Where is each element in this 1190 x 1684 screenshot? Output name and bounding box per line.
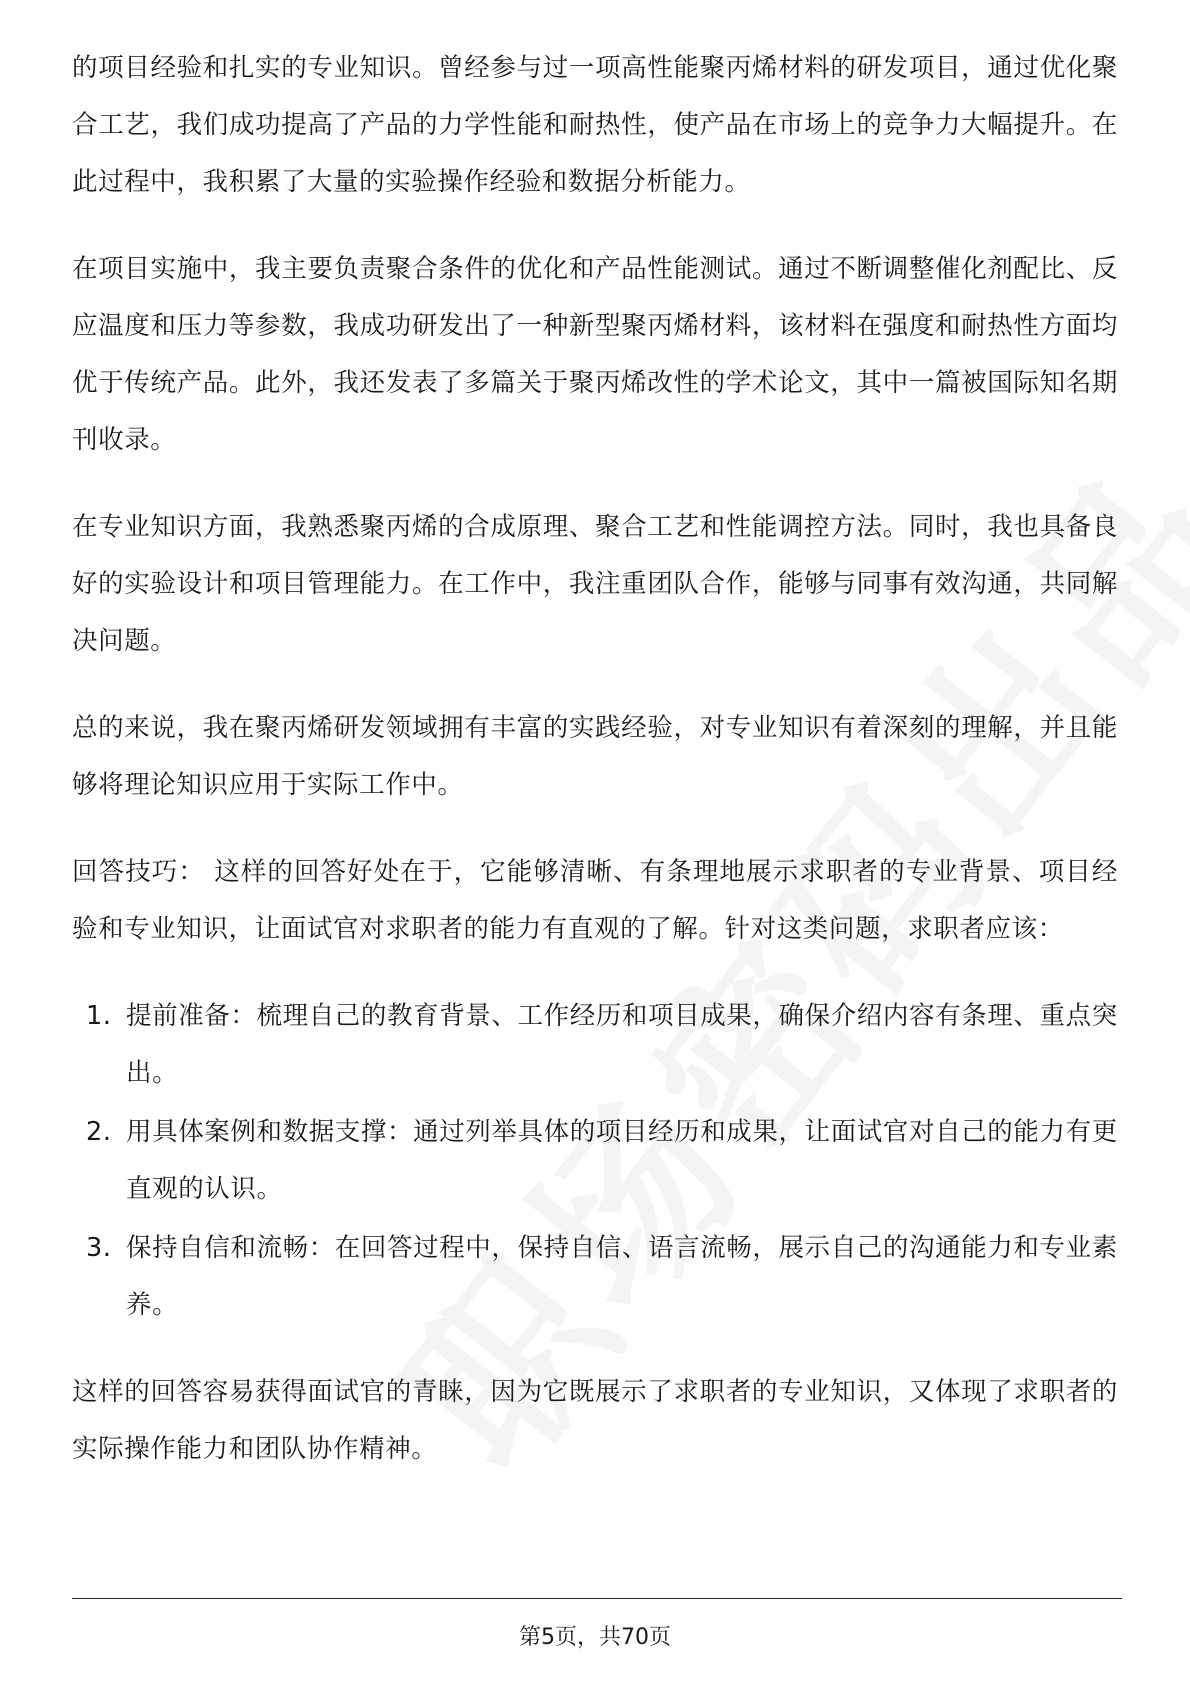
list-number: 1.: [86, 1001, 112, 1031]
list-number: 2.: [86, 1117, 112, 1147]
list-item: [72, 1220, 1118, 1334]
list-item: [72, 1104, 1118, 1218]
page-number: 第5页，共70页: [519, 1625, 671, 1650]
list-item-text: 提前准备：梳理自己的教育背景、工作经历和项目成果，确保介绍内容有条理、重点突出。: [126, 1001, 1118, 1088]
closing-paragraph: 这样的回答容易获得面试官的青睐，因为它既展示了求职者的专业知识，又体现了求职者的实际操作能力和团队协作精神。: [72, 1377, 1118, 1464]
list-number: 3.: [86, 1233, 112, 1263]
list-item: [72, 988, 1118, 1102]
list-item-text: 用具体案例和数据支撑：通过列举具体的项目经历和成果，让面试官对自己的能力有更直观的认识。: [126, 1117, 1118, 1204]
paragraph-2: 在项目实施中，我主要负责聚合条件的优化和产品性能测试。通过不断调整催化剂配比、反应温度和压力等参数，我成功研发出了一种新型聚丙烯材料，该材料在强度和耐热性方面均优于传统产品。此外，我还发表了多篇关于聚丙烯改性的学术论文，其中一篇被国际知名期刊收录。: [72, 254, 1118, 455]
footer-divider: [72, 1598, 1122, 1599]
document-body: [72, 40, 1118, 1508]
paragraph-3: 在专业知识方面，我熟悉聚丙烯的合成原理、聚合工艺和性能调控方法。同时，我也具备良好的实验设计和项目管理能力。在工作中，我注重团队合作，能够与同事有效沟通，共同解决问题。: [72, 512, 1118, 656]
answer-tips-intro: 回答技巧： 这样的回答好处在于，它能够清晰、有条理地展示求职者的专业背景、项目经验和专业知识，让面试官对求职者的能力有直观的了解。针对这类问题，求职者应该：: [72, 857, 1118, 944]
tips-list: [72, 988, 1118, 1334]
paragraph-1: 的项目经验和扎实的专业知识。曾经参与过一项高性能聚丙烯材料的研发项目，通过优化聚合工艺，我们成功提高了产品的力学性能和耐热性，使产品在市场上的竞争力大幅提升。在此过程中，我积累了大量的实验操作经验和数据分析能力。: [72, 53, 1118, 197]
list-item-text: 保持自信和流畅：在回答过程中，保持自信、语言流畅，展示自己的沟通能力和专业素养。: [126, 1233, 1118, 1320]
paragraph-4: 总的来说，我在聚丙烯研发领域拥有丰富的实践经验，对专业知识有着深刻的理解，并且能够将理论知识应用于实际工作中。: [72, 713, 1118, 800]
